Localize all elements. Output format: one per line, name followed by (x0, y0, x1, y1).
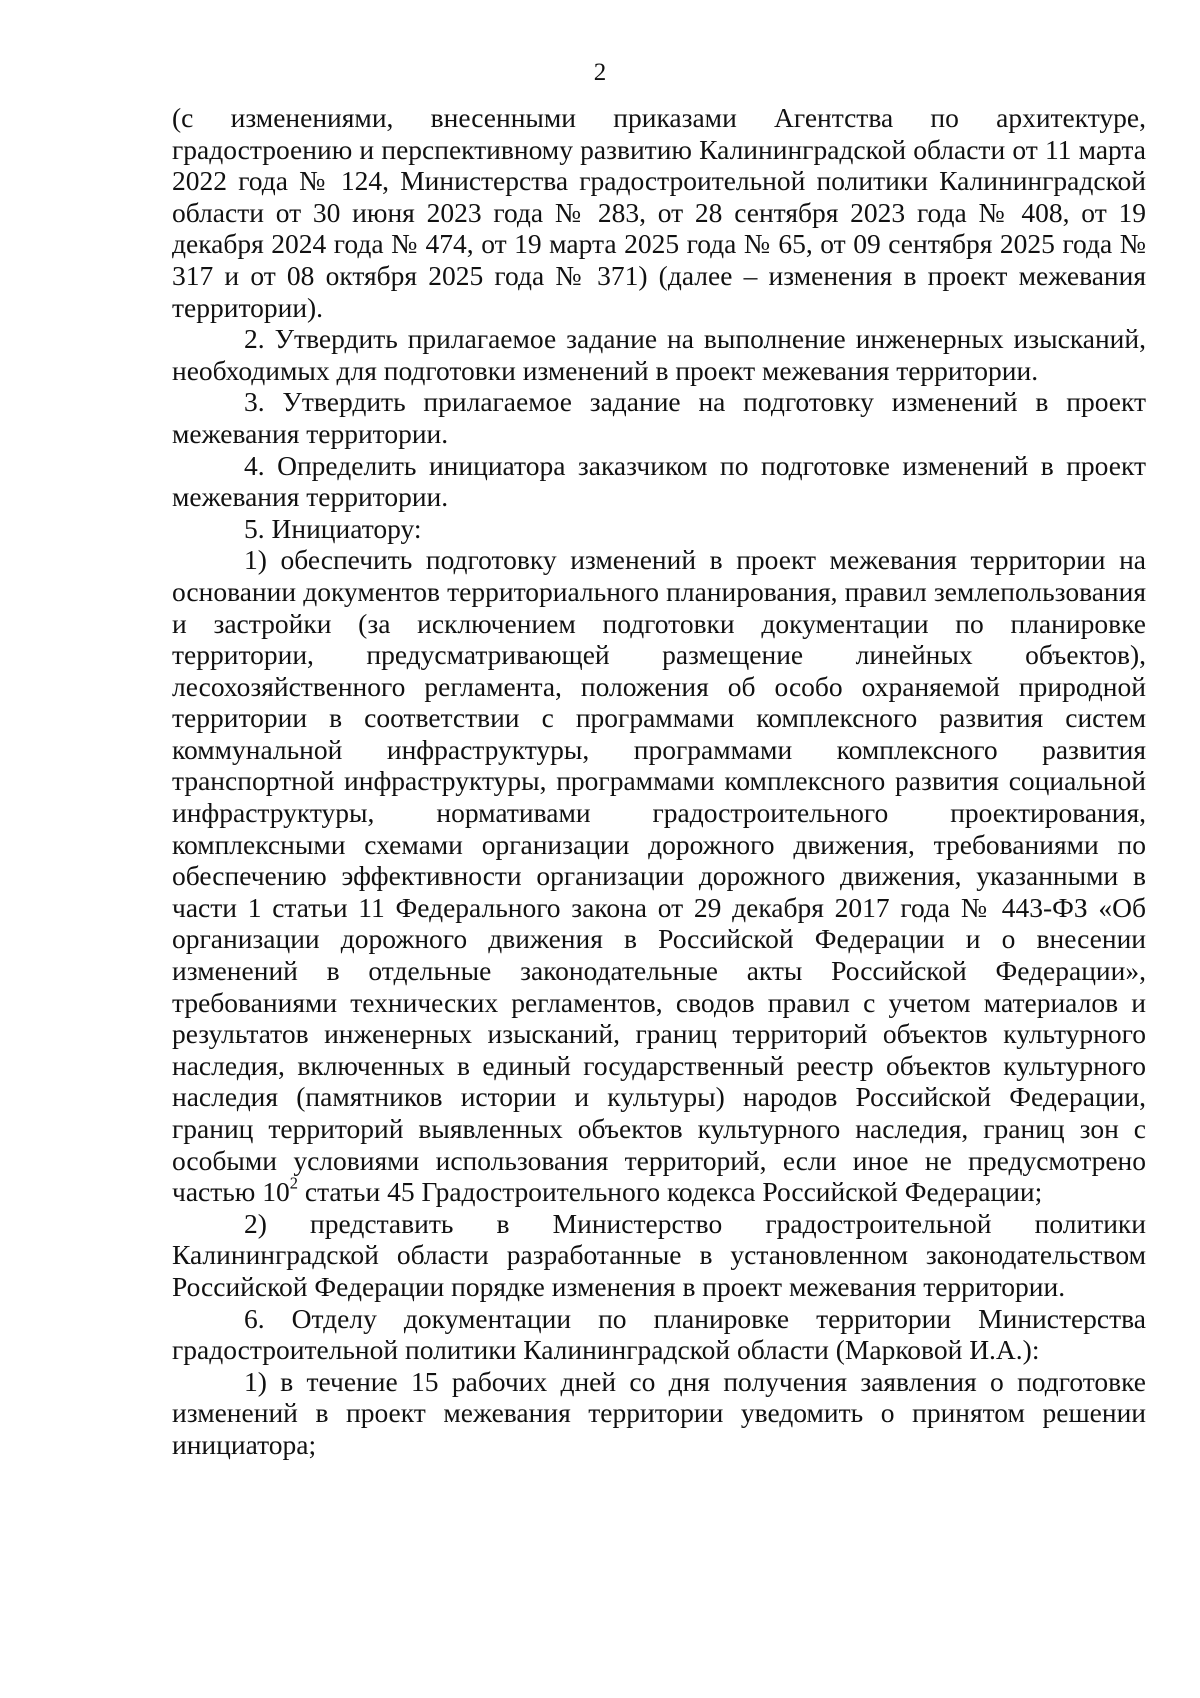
page-number: 2 (593, 59, 607, 86)
paragraph-item-5-1-text: 1) обеспечить подготовку изменений в проект межевания территории на основании документов территориального планирования, правил землепользования и застройки (за исключением подготовки документации по планировке территории, предусматривающей размещение линейных объектов), лесохозяйственного регламента, положения об особо охраняемой природной территории в соответствии с программами комплексного развития систем коммунальной инфраструктуры, программами комплексного развития транспортной инфраструктуры, программами комплексного развития социальной инфраструктуры, нормативами градостроительного проектирования, комплексными схемами организации дорожного движения, требованиями по обеспечению эффективности организации дорожного движения, указанными в части 1 статьи 11 Федерального закона от 29 декабря 2017 года № 443-ФЗ «Об организации дорожного движения в Российской Федерации и о внесении изменений в отдельные законодательные акты Российской Федерации», требованиями технических регламентов, сводов правил с учетом материалов и результатов инженерных изысканий, границ территорий объектов культурного наследия, включенных в единый государственный реестр объектов культурного наследия (памятников истории и культуры) народов Российской Федерации, границ территорий выявленных объектов культурного наследия, границ зон с особыми условиями использования территорий, если иное не предусмотрено частью 10 (172, 544, 1146, 1208)
paragraph-item-5-1-tail: статьи 45 Градостроительного кодекса Российской Федерации; (297, 1176, 1043, 1208)
paragraph-item-2: 2. Утвердить прилагаемое задание на выполнение инженерных изысканий, необходимых для подготовки изменений в проект межевания территории. (172, 323, 1146, 386)
superscript-index: 2 (289, 1173, 298, 1193)
paragraph-item-5: 5. Инициатору: (244, 512, 422, 544)
paragraph-item-6-1: 1) в течение 15 рабочих дней со дня получения заявления о подготовке изменений в проект межевания территории уведомить о принятом решении инициатора; (172, 1365, 1146, 1460)
paragraph-item-5-2: 2) представить в Министерство градостроительной политики Калининградской области разработанные в установленном законодательством Российской Федерации порядке изменения в проект межевания территории. (172, 1207, 1146, 1302)
paragraph-continuation: (с изменениями, внесенными приказами Агентства по архитектуре, градостроению и перспективному развитию Калининградской области от 11 марта 2022 года № 124, Министерства градостроительной политики Калининградской области от 30 июня 2023 года № 283, от 28 сентября 2023 года № 408, от 19 декабря 2024 года № 474, от 19 марта 2025 года № 65, от 09 сентября 2025 года № 317 и от 08 октября 2025 года № 371) (далее – изменения в проект межевания территории). (172, 102, 1146, 323)
paragraph-item-4: 4. Определить инициатора заказчиком по подготовке изменений в проект межевания территории. (172, 449, 1146, 513)
paragraph-item-6: 6. Отделу документации по планировке территории Министерства градостроительной политики Калининградской области (Марковой И.А.): (172, 1302, 1146, 1366)
document-body (172, 102, 1146, 1461)
paragraph-item-5-1 (172, 544, 1146, 1207)
paragraph-item-3: 3. Утвердить прилагаемое задание на подготовку изменений в проект межевания территории. (172, 386, 1146, 449)
